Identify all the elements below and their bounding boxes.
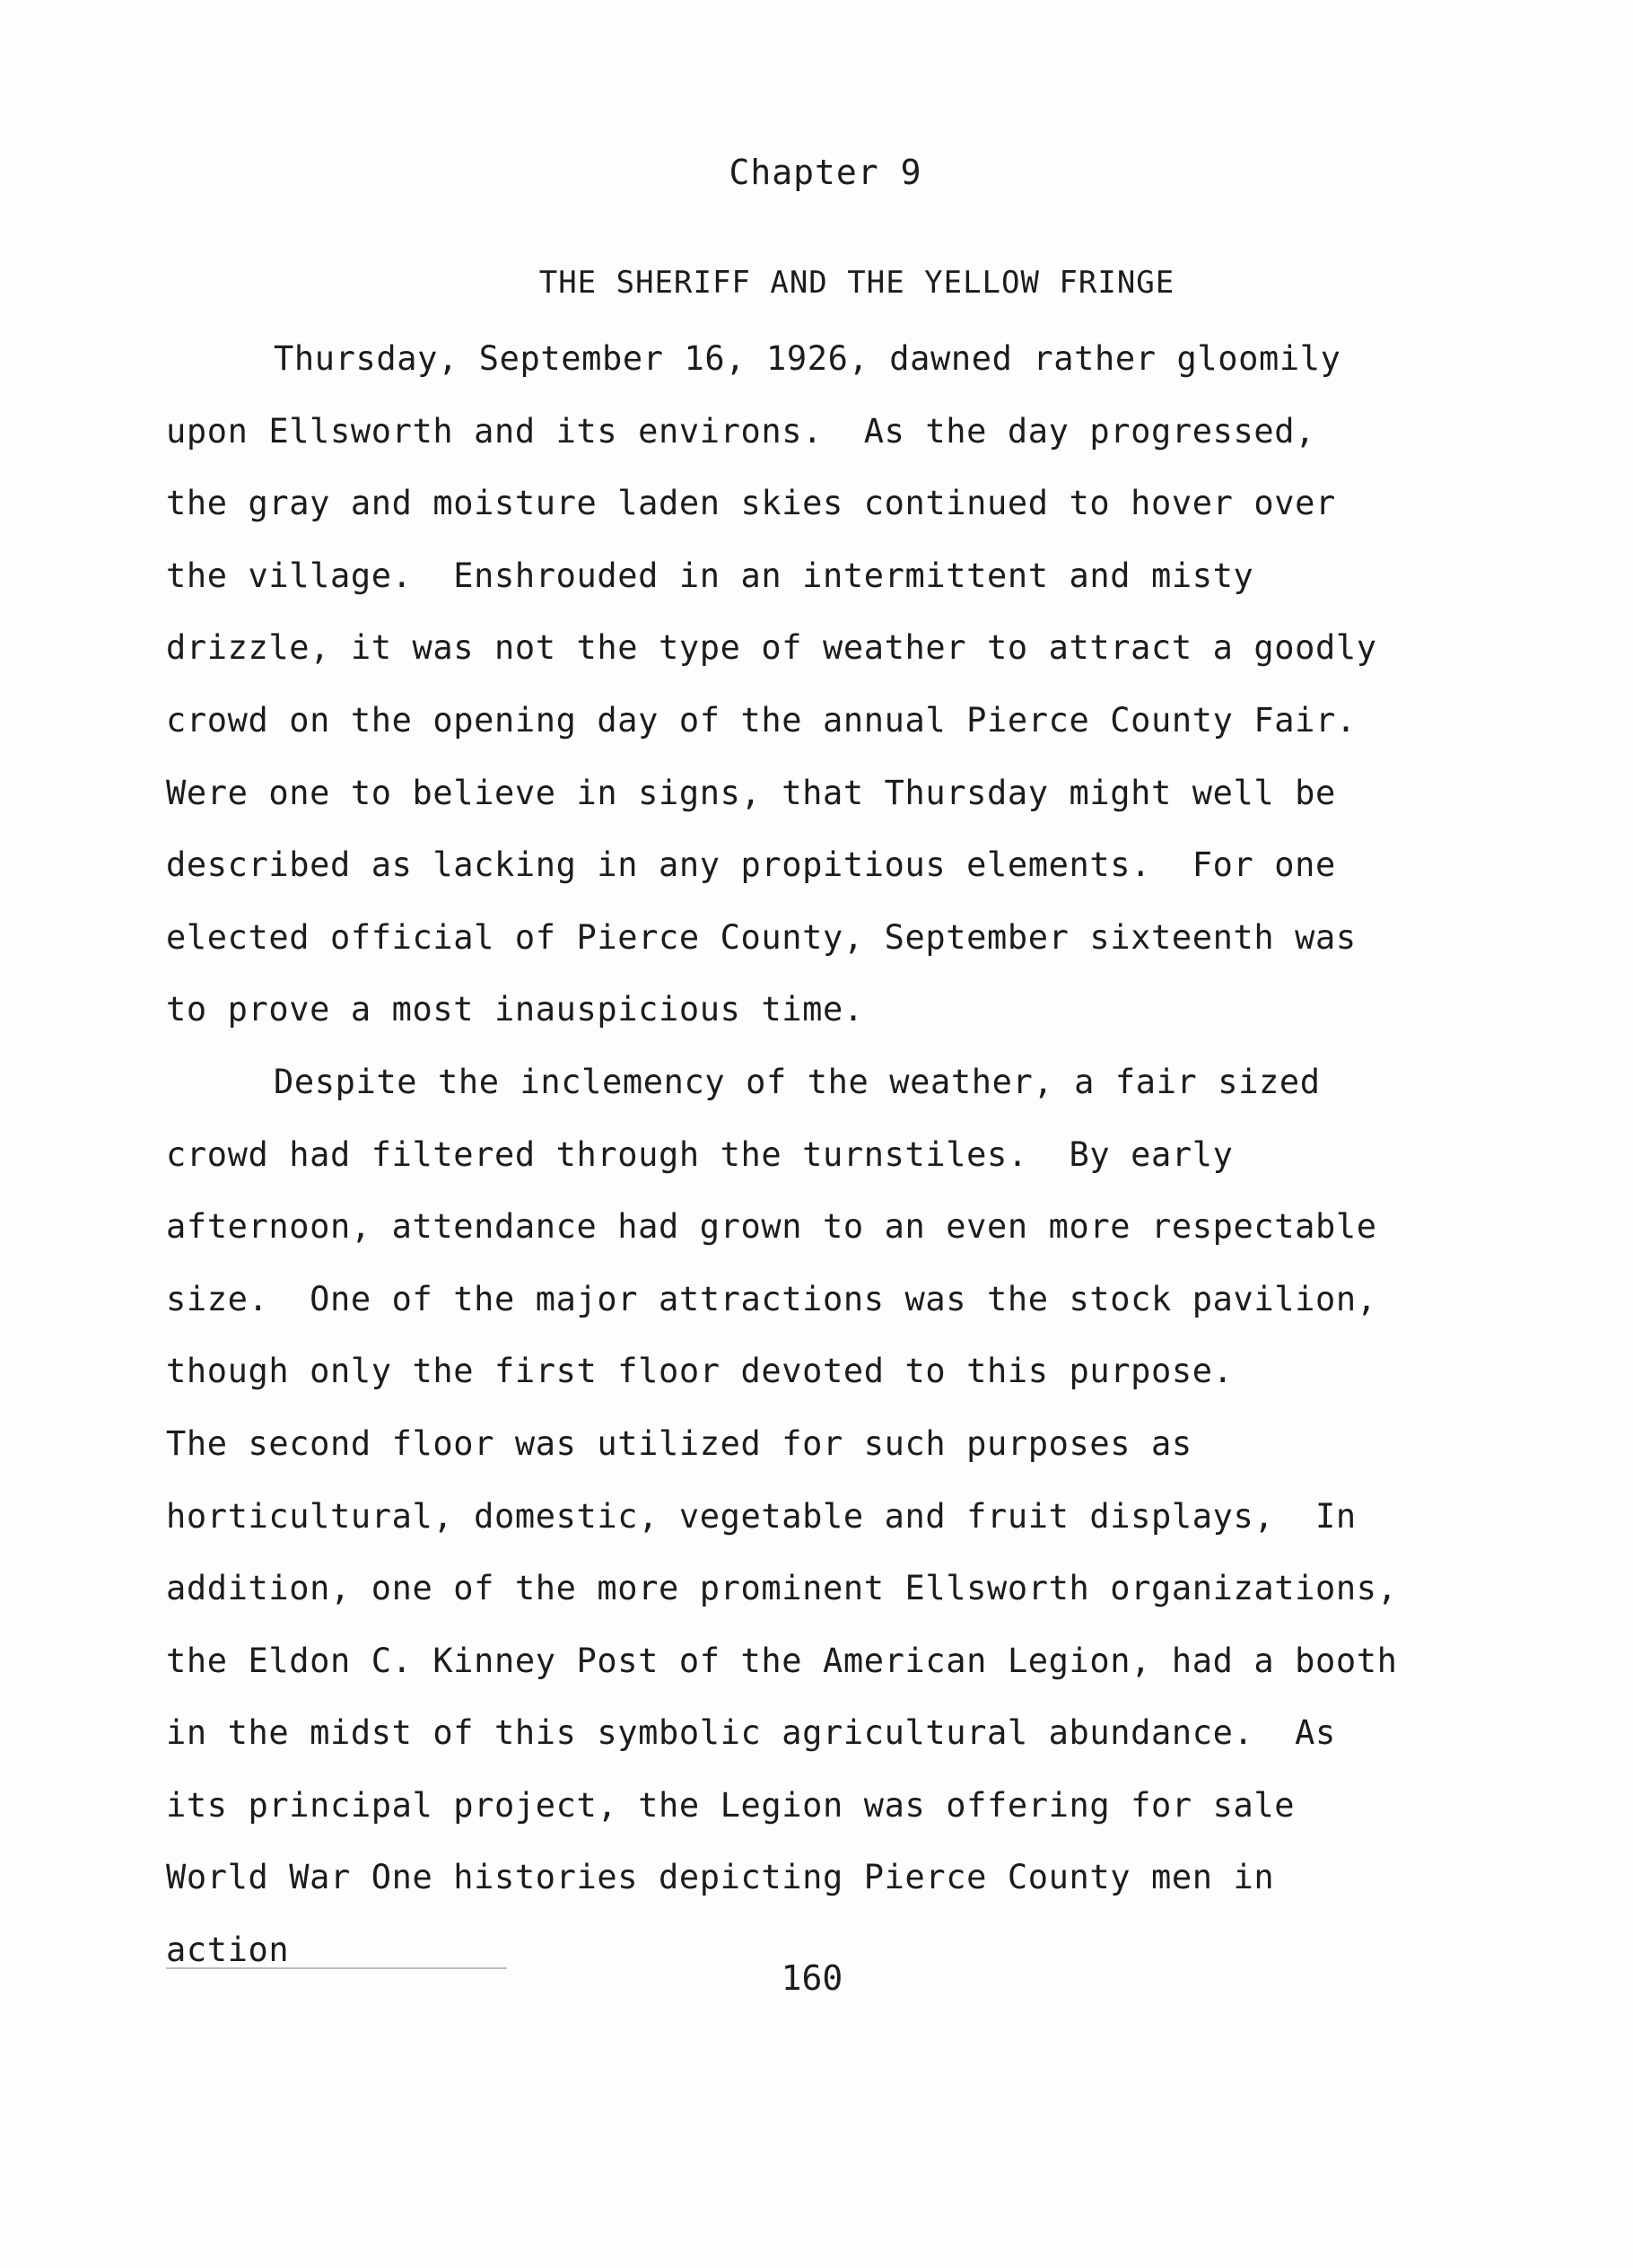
text-line: in the midst of this symbolic agricultural abundance. As bbox=[166, 1713, 1336, 1753]
text-line: drizzle, it was not the type of weather to attract a goodly bbox=[166, 628, 1377, 668]
text-line: afternoon, attendance had grown to an even more respectable bbox=[166, 1207, 1377, 1247]
text-line: Despite the inclemency of the weather, a fair sized bbox=[274, 1062, 1321, 1101]
text-line: World War One histories depicting Pierce County men in bbox=[166, 1858, 1275, 1897]
text-line: crowd had filtered through the turnstiles. By early bbox=[166, 1134, 1234, 1174]
text-line: Thursday, September 16, 1926, dawned rather gloomily bbox=[274, 339, 1341, 378]
text-line: the gray and moisture laden skies continued to hover over bbox=[166, 484, 1336, 523]
text-line: addition, one of the more prominent Ellsworth organizations, bbox=[166, 1569, 1398, 1608]
text-line: crowd on the opening day of the annual Pierce County Fair. bbox=[166, 700, 1357, 740]
chapter-label: Chapter 9 bbox=[729, 153, 922, 192]
text-line: to prove a most inauspicious time. bbox=[166, 990, 864, 1029]
text-line: the village. Enshrouded in an intermittent and misty bbox=[166, 556, 1254, 595]
text-line: The second floor was utilized for such purposes as bbox=[166, 1423, 1192, 1463]
body-text bbox=[166, 334, 1476, 1998]
text-line: upon Ellsworth and its environs. As the day progressed, bbox=[166, 411, 1316, 451]
text-line: elected official of Pierce County, September sixteenth was bbox=[166, 917, 1357, 957]
page-number: 160 bbox=[781, 1958, 843, 1998]
text-line: size. One of the major attractions was the stock pavilion, bbox=[166, 1279, 1377, 1318]
text-line: described as lacking in any propitious elements. For one bbox=[166, 845, 1336, 885]
chapter-title: THE SHERIFF AND THE YELLOW FRINGE bbox=[538, 265, 1175, 301]
text-line: the Eldon C. Kinney Post of the American Legion, had a booth bbox=[166, 1641, 1398, 1680]
text-line: its principal project, the Legion was offering for sale bbox=[166, 1785, 1296, 1825]
text-line: Were one to believe in signs, that Thursday might well be bbox=[166, 773, 1336, 812]
text-line: action bbox=[166, 1931, 290, 1970]
text-line: though only the first floor devoted to this purpose. bbox=[166, 1352, 1234, 1391]
text-line: horticultural, domestic, vegetable and fruit displays, In bbox=[166, 1496, 1357, 1536]
